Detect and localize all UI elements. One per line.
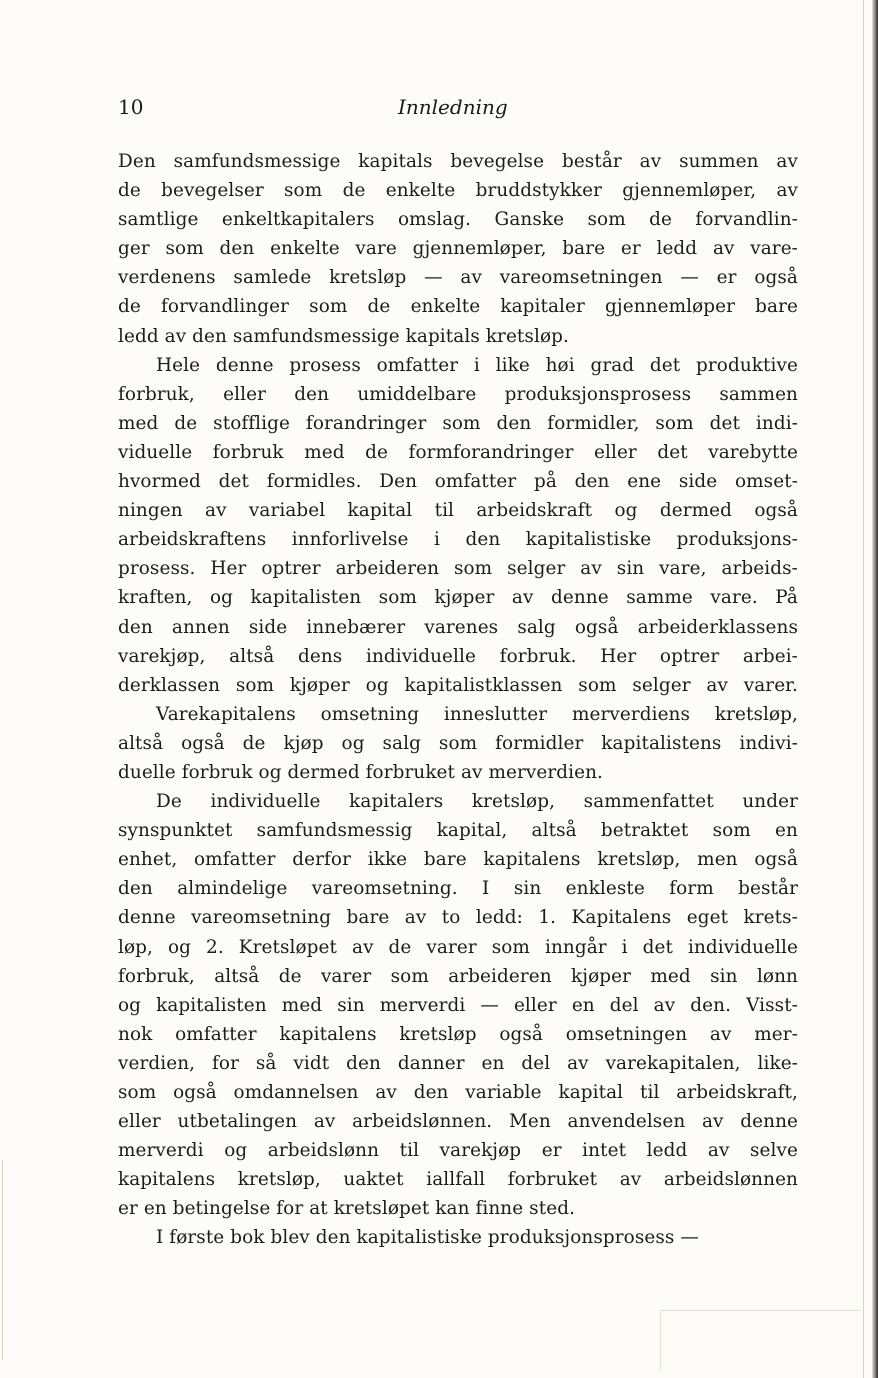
page-number: 10 xyxy=(118,95,144,119)
text-line: kraften, og kapitalisten som kjøper av denne samme vare. På xyxy=(118,587,798,609)
text-line: derklassen som kjøper og kapitalistklassen som selger av varer. xyxy=(118,674,798,696)
text-line: ledd av den samfundsmessige kapitals kretsløp. xyxy=(118,325,569,347)
text-line: denne vareomsetning bare av to ledd: 1. Kapitalens eget krets- xyxy=(118,907,798,929)
text-line: de bevegelser som de enkelte bruddstykker gjennemløper, av xyxy=(118,180,798,202)
text-line: hvormed det formidles. Den omfatter på den ene side omset- xyxy=(118,471,798,493)
text-line: og kapitalisten med sin merverdi — eller en del av den. Visst- xyxy=(118,994,798,1016)
chapter-title: Innledning xyxy=(398,95,508,119)
page-edge-left xyxy=(2,1160,3,1360)
text-line: som også omdannelsen av den variable kapital til arbeidskraft, xyxy=(118,1082,798,1103)
text-line: ningen av variabel kapital til arbeidskraft og dermed også xyxy=(118,500,798,522)
page-edge-shadow xyxy=(872,0,878,1378)
text-line: I første bok blev den kapitalistiske produksjonsprosess — xyxy=(156,1227,699,1249)
text-line: den annen side innebærer varenes salg også arbeiderklassens xyxy=(118,616,798,638)
text-line: forbruk, altså de varer som arbeideren kjøper med sin lønn xyxy=(118,965,798,987)
text-line: varekjøp, altså dens individuelle forbruk. Her optrer arbei- xyxy=(118,645,798,667)
text-line: arbeidskraftens innforlivelse i den kapitalistiske produksjons- xyxy=(118,529,798,551)
text-line: viduelle forbruk med de formforandringer eller det varebytte xyxy=(118,441,798,463)
text-line: enhet, omfatter derfor ikke bare kapitalens kretsløp, men også xyxy=(118,849,798,871)
text-line: forbruk, eller den umiddelbare produksjonsprosess sammen xyxy=(118,383,798,405)
text-line: er en betingelse for at kretsløpet kan finne sted. xyxy=(118,1198,576,1220)
text-line: Den samfundsmessige kapitals bevegelse består av summen av xyxy=(118,151,798,172)
text-line: merverdi og arbeidslønn til varekjøp er intet ledd av selve xyxy=(118,1140,798,1162)
text-line: nok omfatter kapitalens kretsløp også omsetningen av mer- xyxy=(118,1023,798,1045)
show-through-mark xyxy=(660,1310,861,1371)
text-line: samtlige enkeltkapitalers omslag. Ganske som de forvandlin- xyxy=(118,209,798,231)
text-line: med de stofflige forandringer som den formidler, som det indi- xyxy=(118,412,798,434)
text-line: den almindelige vareomsetning. I sin enkleste form består xyxy=(118,878,798,900)
text-line: de forvandlinger som de enkelte kapitaler gjennemløper bare xyxy=(118,296,798,318)
text-line: De individuelle kapitalers kretsløp, sammenfattet under xyxy=(156,791,798,813)
text-line: verdenens samlede kretsløp — av vareomsetningen — er også xyxy=(118,267,798,289)
text-line: verdien, for så vidt den danner en del av varekapitalen, like- xyxy=(118,1052,798,1074)
text-line: kapitalens kretsløp, uaktet iallfall forbruket av arbeidslønnen xyxy=(118,1169,798,1191)
text-line: prosess. Her optrer arbeideren som selger av sin vare, arbeids- xyxy=(118,558,798,580)
text-line: duelle forbruk og dermed forbruket av merverdien. xyxy=(118,761,603,783)
text-line: Hele denne prosess omfatter i like høi grad det produktive xyxy=(156,354,798,376)
text-line: synspunktet samfundsmessig kapital, altså betraktet som en xyxy=(118,820,798,842)
text-line: altså også de kjøp og salg som formidler kapitalistens indivi- xyxy=(118,732,798,754)
text-line: løp, og 2. Kretsløpet av de varer som inngår i det individuelle xyxy=(118,936,798,958)
text-line: ger som den enkelte vare gjennemløper, bare er ledd av vare- xyxy=(118,238,798,260)
text-line: eller utbetalingen av arbeidslønnen. Men anvendelsen av denne xyxy=(118,1111,798,1133)
body-text xyxy=(118,147,798,1253)
page-edge-line xyxy=(863,0,864,1378)
running-head xyxy=(118,93,798,123)
text-line: Varekapitalens omsetning inneslutter merverdiens kretsløp, xyxy=(156,703,798,725)
